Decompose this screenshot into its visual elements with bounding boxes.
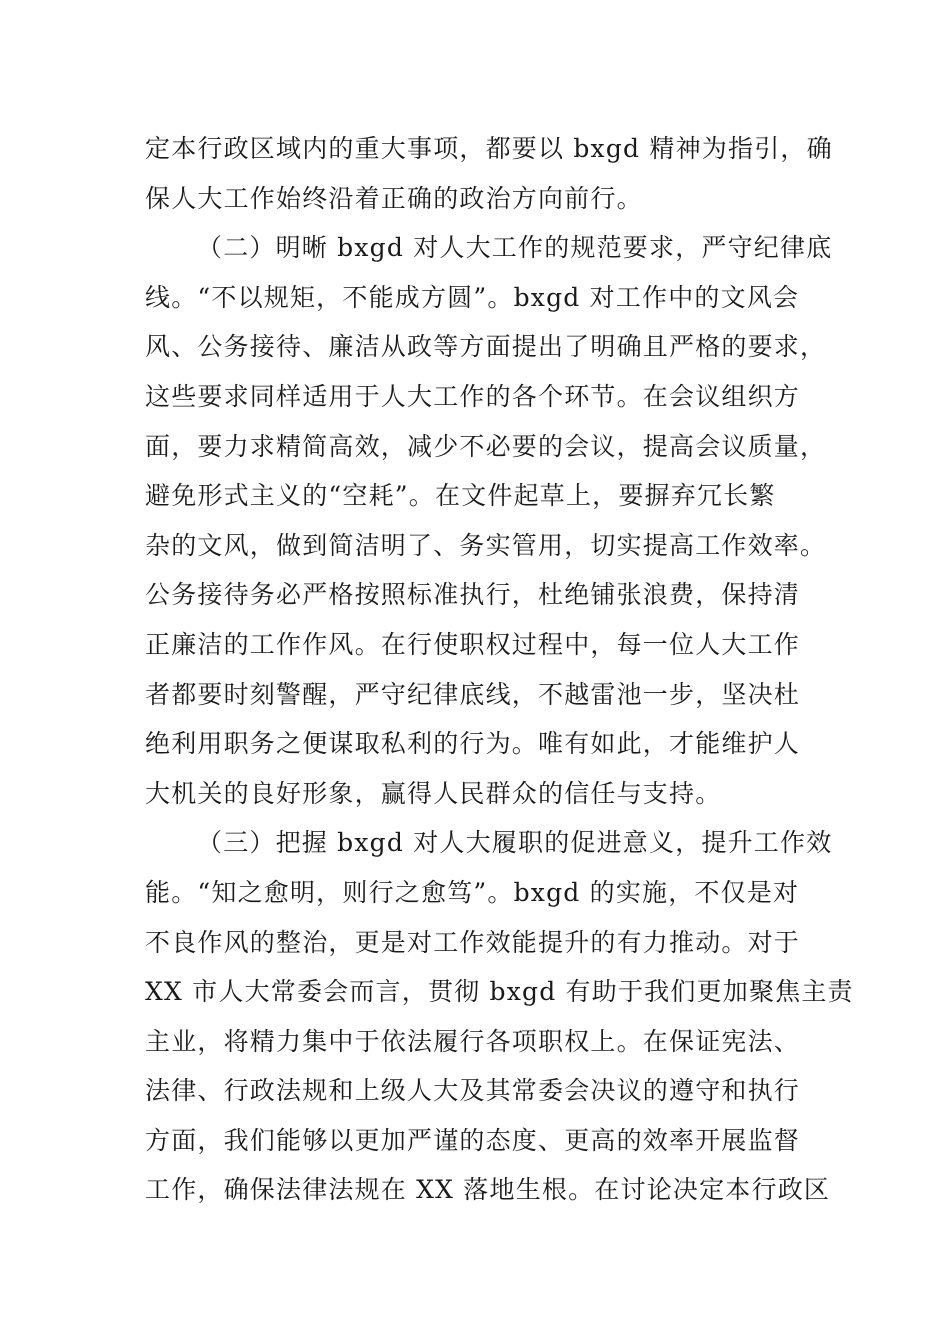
paragraph-first-line: （三）把握 bxgd 对人大履职的促进意义，提升工作效 bbox=[197, 828, 833, 858]
text-line: 者都要时刻警醒，严守纪律底线，不越雷池一步，坚决杜 bbox=[145, 679, 801, 709]
text-line: 正廉洁的工作作风。在行使职权过程中，每一位人大工作 bbox=[145, 629, 801, 659]
text-line: 风、公务接待、廉洁从政等方面提出了明确且严格的要求， bbox=[145, 332, 827, 362]
text-line: 保人大工作始终沿着正确的政治方向前行。 bbox=[145, 183, 643, 213]
body-text bbox=[145, 124, 854, 1215]
text-line: XX 市人大常委会而言，贯彻 bxgd 有助于我们更加聚焦主责 bbox=[145, 977, 854, 1007]
text-line: 公务接待务必严格按照标准执行，杜绝铺张浪费，保持清 bbox=[145, 580, 801, 610]
text-line: 不良作风的整治，更是对工作效能提升的有力推动。对于 bbox=[145, 927, 801, 957]
text-line: 杂的文风，做到简洁明了、务实管用，切实提高工作效率。 bbox=[145, 530, 827, 560]
text-line: 能。“知之愈明，则行之愈笃”。bxgd 的实施，不仅是对 bbox=[145, 877, 800, 907]
text-line: 法律、行政法规和上级人大及其常委会决议的遵守和执行 bbox=[145, 1076, 801, 1106]
text-line: 绝利用职务之便谋取私利的行为。唯有如此，才能维护人 bbox=[145, 729, 801, 759]
text-line: 这些要求同样适用于人大工作的各个环节。在会议组织方 bbox=[145, 381, 801, 411]
paragraph-first-line: （二）明晰 bxgd 对人大工作的规范要求，严守纪律底 bbox=[197, 233, 833, 263]
text-line: 面，要力求精简高效，减少不必要的会议，提高会议质量， bbox=[145, 431, 827, 461]
text-line: 工作，确保法律法规在 XX 落地生根。在讨论决定本行政区 bbox=[145, 1175, 831, 1205]
text-line: 大机关的良好形象，赢得人民群众的信任与支持。 bbox=[145, 778, 722, 808]
text-line: 定本行政区域内的重大事项，都要以 bxgd 精神为指引，确 bbox=[145, 134, 833, 163]
text-line: 线。“不以规矩，不能成方圆”。bxgd 对工作中的文风会 bbox=[145, 282, 800, 312]
text-line: 避免形式主义的“空耗”。在文件起草上，要摒弃冗长繁 bbox=[145, 481, 776, 511]
text-line: 主业，将精力集中于依法履行各项职权上。在保证宪法、 bbox=[145, 1026, 801, 1056]
text-line: 方面，我们能够以更加严谨的态度、更高的效率开展监督 bbox=[145, 1125, 801, 1155]
